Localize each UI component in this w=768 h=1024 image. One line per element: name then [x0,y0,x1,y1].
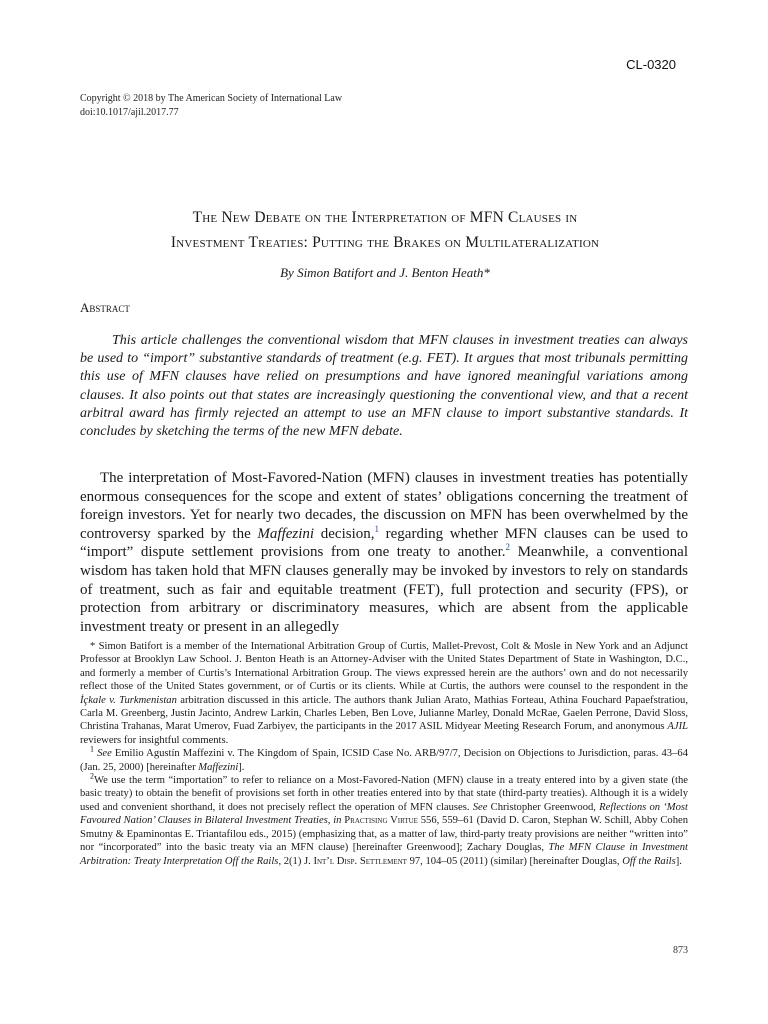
body-text-segment: regarding whether MFN clauses can be used to “import” dispute settlement provisions from one treaty to another. [80,525,688,561]
case-name-ickale: İçkale v. Turkmenistan [80,694,177,706]
abstract-heading: Abstract [80,300,130,315]
author-line: By Simon Batifort and J. Benton Heath* [280,265,490,280]
case-name-maffezini: Maffezini [257,525,315,542]
footnote-text: * Simon Batifort is a member of the International Arbitration Group of Curtis, Mallet-Prevost, Colt & Mosle in New York and an Adjunct Professor at Brooklyn Law School. J. Benton Heath is an Attorney-Adviser with the United States Department of State in Washington, D.C., and formerly a member of Curtis’s International Arbitration Group. The views expressed herein are the authors’ own and do not necessarily reflect those of the United States government, or of Curtis or its clients. While at Curtis, the authors were counsel to the respondent in the [80,641,688,693]
footnote-text: arbitration discussed in this article. The authors thank Julian Arato, Mathias Forteau, Athina Fouchard Papaefstratiou, Carla M. Greenberg, Justin Jacinto, Andrew Larkin, Charles Leben, Ben Love, Julianne Marley, Donald McRae, Gaelen Perrone, David Sloss, Christina Trahanas, Marat Umerov, Fuad Zarbiyev, the participants in the 2017 ASIL Midyear Meeting Research Forum, and anonymous [80,694,689,733]
footnote-2 [80,771,689,868]
book-title-citation: Practising Virtue [341,815,418,827]
doi-line: doi:10.1017/ajil.2017.77 [80,107,179,118]
footnote-text: Emilio Agustín Maffezini v. The Kingdom of Spain, ICSID Case No. ARB/97/7, Decision on Objections to Jurisdiction, paras. 43–64 (Jan. 25, 2000) [hereinafter [80,748,688,773]
footnote-ref-1[interactable]: 1 [374,523,379,534]
article-title [80,205,690,255]
copyright-block [80,92,342,120]
case-name-maffezini: Maffezini [198,761,239,773]
article-title-citation: The MFN Clause in Investment Arbitration: Treaty Interpretation Off the Rails [80,842,689,867]
footnote-mark-1: 1 [90,744,94,754]
footnote-mark-2: 2 [90,771,94,781]
footnote-star [80,640,688,747]
footnotes [80,640,688,868]
page-number: 873 [673,945,688,956]
signal-see: See [472,801,488,813]
footnote-text: 97, 104–05 (2011) (similar) [hereinafter Douglas, [406,855,623,867]
journal-name: AJIL [667,721,688,733]
title-line-1: The New Debate on the Interpretation of MFN Clauses in [192,209,578,226]
body-paragraph [80,469,688,636]
signal-see: See [97,748,112,760]
title-line-2: Investment Treaties: Putting the Brakes on Multilateralization [170,234,600,251]
copyright-line: Copyright © 2018 by The American Society of International Law [80,93,343,104]
footnote-text: We use the term “importation” to refer to reliance on a Most-Favored-Nation (MFN) clause in a treaty entered into by a given state (the basic treaty) to obtain the benefit of provisions set forth in other treaties entered into by that state (third-party treaties). Although it is a widely used and convenient shorthand, it does not precisely reflect the operation of MFN clauses. [80,775,688,813]
body-text-segment: Meanwhile, a conventional wisdom has taken hold that MFN clauses generally may be invoked by investors to rely on standards of treatment, such as fair and equitable treatment (FET), full protection and security (FPS), or protection from arbitrary or discriminatory measures, which are absent from the applicable investment treaty or present in an allegedly [80,544,688,635]
footnote-text: reviewers for insightful comments. [80,734,229,746]
abstract-text: This article challenges the conventional wisdom that MFN clauses in investment treaties can always be used to “import” substantive standards of treatment (e.g. FET). It argues that most tribunals permitting this use of MFN clauses have relied on presumptions and have ignored meaningful variations among clauses. It also points out that states are increasingly questioning the conventional view, and that a recent arbitral award has firmly rejected an attempt to use an MFN clause to import substantive standards. It concludes by sketching the terms of the new MFN debate. [80,333,688,440]
document-id: CL-0320 [626,57,676,72]
footnote-text: , 2(1) J. [278,855,314,867]
footnote-text: ]. [238,761,245,773]
body-text-segment: decision, [314,525,375,542]
footnote-ref-2[interactable]: 2 [505,542,511,553]
article-title-citation: Reflections on ‘Most Favoured Nation’ Clauses in Bilateral Investment Treaties, in [80,801,688,827]
footnote-1 [80,744,688,774]
footnote-text: ]. [675,855,682,867]
short-cite: Off the Rails [622,855,676,867]
body-text-segment: The interpretation of Most-Favored-Nation (MFN) clauses in investment treaties has potentially enormous consequences for the scope and extent of states’ obligations concerning the treatment of foreign investors. Yet for nearly two decades, the discussion on MFN has been overwhelmed by the controversy sparked by the [80,470,688,542]
journal-name: Int’l Disp. Settlement [313,855,407,867]
footnote-text: Christopher Greenwood, [487,801,600,813]
footnote-text: 556, 559–61 (David D. Caron, Stephan W. Schill, Abby Cohen Smutny & Epaminontas E. Triantafilou eds., 2015) (emphasizing that, as a matter of law, third-party treaty provisions are neither “written into” nor “incorporated” into the basic treaty via an MFN clause) [hereinafter Greenwood]; Zachary Douglas, [80,815,688,854]
